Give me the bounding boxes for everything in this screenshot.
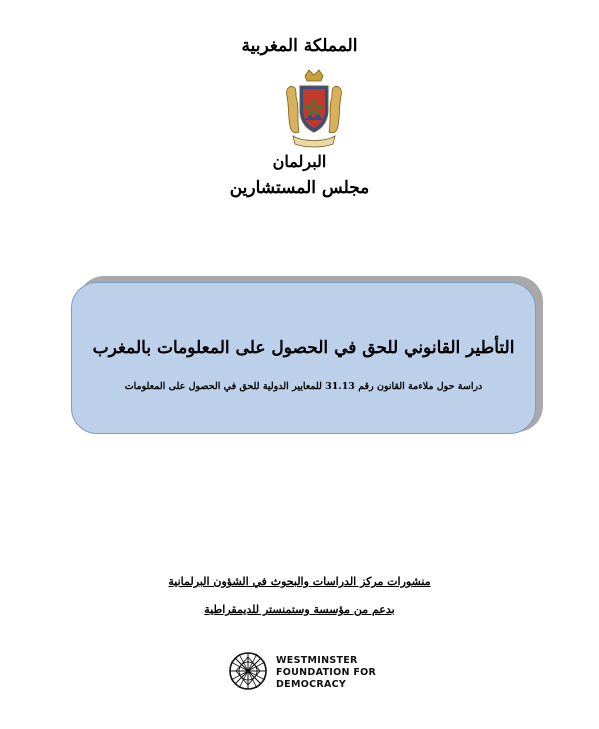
- support-credit: بدعم من مؤسسة وستمنستر للديمقراطية: [204, 603, 395, 616]
- publication-credit: منشورات مركز الدراسات والبحوث في الشؤون البرلمانية: [168, 575, 431, 588]
- parliament-heading: البرلمان: [272, 152, 327, 171]
- title-box: [71, 282, 536, 434]
- wfd-wordmark-line-2: FOUNDATION FOR: [276, 667, 377, 678]
- moroccan-coat-of-arms-icon: [283, 66, 345, 152]
- document-title: التأطير القانوني للحق في الحصول على المعلومات بالمغرب: [92, 338, 515, 358]
- wfd-wordmark-line-1: WESTMINSTER: [276, 655, 358, 666]
- wfd-globe-logo-icon: [228, 651, 268, 691]
- document-subtitle: دراسة حول ملاءمة القانون رقم 31.13 للمعايير الدولية للحق في الحصول على المعلومات: [124, 381, 483, 392]
- kingdom-heading: المملكة المغربية: [241, 36, 358, 56]
- wfd-wordmark: [276, 655, 376, 691]
- wfd-wordmark-line-3: DEMOCRACY: [276, 679, 347, 690]
- house-of-councillors-heading: مجلس المستشارين: [229, 178, 370, 198]
